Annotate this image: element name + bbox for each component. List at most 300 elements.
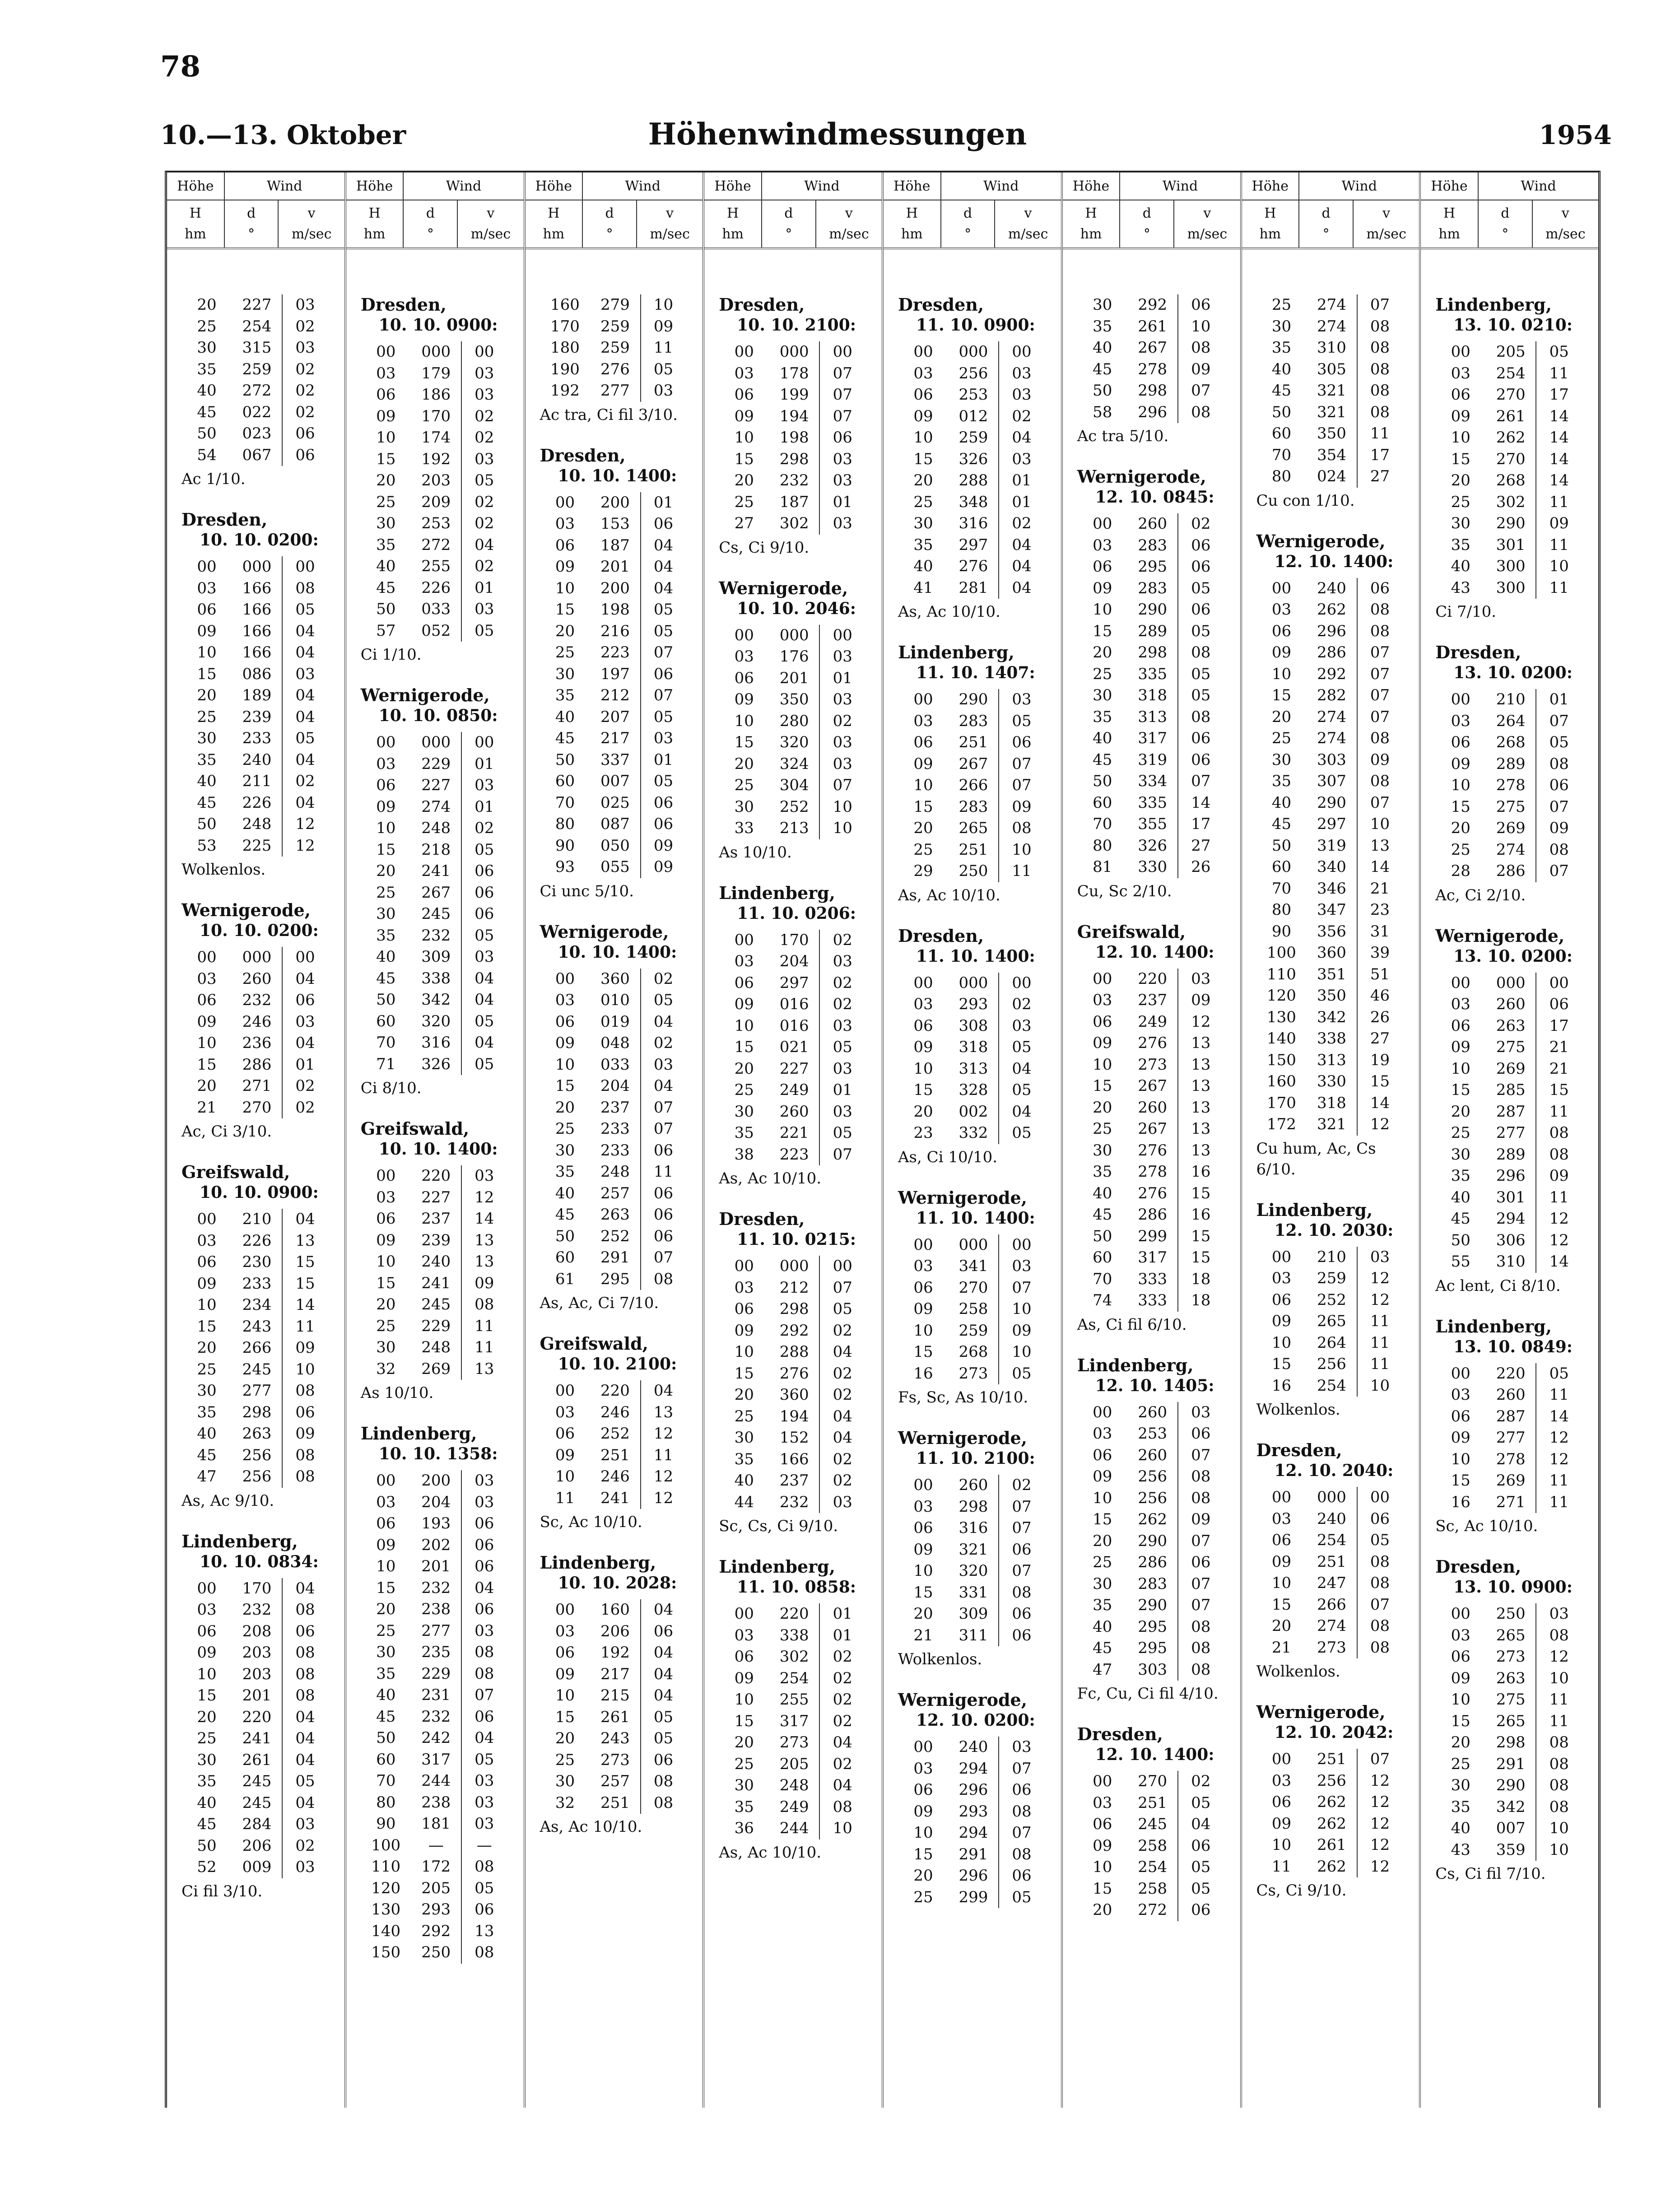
cloud-note: Ci 8/10. — [360, 1079, 422, 1097]
table-row — [1077, 857, 1237, 878]
table-row — [1435, 556, 1595, 577]
height-cell: 09 — [1271, 1814, 1292, 1833]
height-cell: 33 — [734, 819, 754, 837]
direction-cell: 000 — [949, 341, 999, 363]
table-row — [1077, 599, 1237, 621]
direction-cell: 262 — [1307, 1813, 1358, 1835]
direction-cell: 301 — [1486, 535, 1536, 556]
height-cell: 00 — [734, 626, 754, 644]
height-cell: 35 — [376, 536, 396, 554]
height-cell: 140 — [1267, 1029, 1296, 1048]
header-h-hm: H hm — [1421, 200, 1479, 247]
height-cell: 10 — [555, 579, 575, 597]
speed-cell: 09 — [1191, 991, 1211, 1009]
direction-cell: 237 — [1128, 990, 1178, 1011]
height-cell: 06 — [1451, 733, 1470, 751]
direction-cell: 298 — [769, 449, 820, 470]
station-name: Lindenberg, — [898, 642, 1014, 662]
table-row — [181, 316, 341, 338]
height-cell: 00 — [734, 1605, 754, 1623]
speed-cell: 06 — [1370, 1509, 1390, 1528]
direction-cell: 332 — [949, 1122, 999, 1144]
height-cell: 15 — [913, 1583, 933, 1602]
cloud-note: As 10/10. — [719, 843, 792, 862]
cloud-note: Ci 1/10. — [360, 646, 422, 664]
station-block — [361, 1118, 520, 1403]
height-cell: 06 — [555, 1012, 575, 1031]
direction-cell: 229 — [411, 754, 462, 775]
height-cell: 40 — [1271, 793, 1292, 812]
speed-cell: 08 — [1549, 1124, 1569, 1142]
height-cell: 15 — [376, 840, 396, 859]
header-h-hm: H hm — [1242, 200, 1300, 247]
table-row — [181, 947, 341, 969]
speed-cell: 06 — [1012, 1605, 1032, 1623]
height-cell: 15 — [376, 1274, 396, 1292]
table-row — [1077, 294, 1237, 316]
cloud-note: As, Ci 10/10. — [898, 1148, 998, 1166]
table-row — [361, 1513, 520, 1535]
height-cell: 09 — [1451, 1429, 1470, 1447]
table-row — [1077, 578, 1237, 600]
speed-cell: 03 — [833, 952, 852, 970]
speed-cell: 15 — [1549, 1081, 1569, 1099]
speed-cell: 07 — [1549, 797, 1569, 816]
height-cell: 06 — [734, 386, 754, 404]
speed-cell: 08 — [1370, 339, 1390, 357]
speed-cell: 02 — [833, 995, 852, 1013]
height-cell: 09 — [913, 407, 933, 425]
height-cell: 192 — [550, 382, 580, 400]
table-row — [540, 359, 699, 381]
direction-cell: 237 — [769, 1470, 820, 1492]
height-cell: 30 — [734, 1102, 754, 1121]
height-cell: 00 — [1093, 515, 1112, 533]
table-row — [540, 1247, 699, 1269]
direction-cell: 274 — [1307, 294, 1358, 316]
speed-cell: 39 — [1370, 944, 1390, 962]
direction-cell: 260 — [769, 1101, 820, 1123]
height-cell: 15 — [376, 450, 396, 468]
direction-cell: 338 — [411, 968, 462, 990]
table-row — [1435, 1208, 1595, 1230]
height-cell: 00 — [1451, 1605, 1470, 1623]
header-speed: v m/sec — [291, 205, 332, 242]
table-row — [1077, 1574, 1237, 1595]
height-cell: 60 — [1093, 793, 1112, 812]
direction-cell: 265 — [949, 818, 999, 839]
speed-cell: 04 — [653, 558, 674, 576]
speed-cell: 07 — [1549, 712, 1569, 730]
table-row — [1435, 711, 1595, 732]
station-block — [1077, 1355, 1237, 1704]
speed-cell: 06 — [475, 862, 494, 880]
direction-cell: 251 — [591, 1445, 641, 1467]
header-dates: 10.—13. Oktober — [160, 120, 406, 150]
height-cell: 30 — [197, 729, 217, 747]
height-cell: 25 — [734, 1407, 754, 1425]
table-row — [1077, 316, 1237, 338]
height-cell: 00 — [376, 343, 396, 361]
speed-cell: 06 — [1191, 601, 1211, 619]
height-cell: 00 — [1271, 1750, 1292, 1768]
cloud-note: Fs, Sc, As 10/10. — [898, 1388, 1028, 1406]
speed-cell: 10 — [1191, 317, 1211, 335]
station-name: Wernigerode, — [898, 1187, 1027, 1208]
table-row — [1077, 621, 1237, 643]
speed-cell: 06 — [653, 1184, 674, 1202]
height-cell: 09 — [1451, 1038, 1470, 1056]
speed-cell: 08 — [653, 1772, 674, 1790]
speed-cell: 09 — [1370, 750, 1390, 769]
direction-cell: 270 — [949, 1277, 999, 1299]
height-cell: 50 — [197, 815, 217, 833]
table-row — [1435, 1363, 1595, 1385]
height-cell: 09 — [734, 1669, 754, 1687]
direction-cell: 179 — [411, 363, 462, 385]
speed-cell: 08 — [1370, 1638, 1390, 1657]
direction-cell: 166 — [232, 599, 283, 621]
height-cell: 10 — [734, 712, 754, 730]
direction-cell: 258 — [1128, 1835, 1178, 1857]
direction-cell: 270 — [1486, 449, 1536, 470]
height-cell: 06 — [913, 1278, 933, 1297]
direction-cell: 275 — [1486, 1689, 1536, 1711]
height-cell: 03 — [913, 995, 933, 1013]
direction-cell: 331 — [949, 1582, 999, 1604]
height-cell: 40 — [1451, 1819, 1470, 1837]
speed-cell: 06 — [833, 428, 852, 447]
speed-cell: 12 — [1549, 1648, 1569, 1666]
direction-cell: 233 — [591, 1118, 641, 1140]
height-cell: 50 — [1271, 836, 1292, 855]
table-row — [1077, 1445, 1237, 1467]
station-block — [1077, 294, 1237, 447]
header-h-hm: H hm — [346, 200, 404, 247]
height-cell: 06 — [913, 1519, 933, 1537]
direction-cell: 265 — [1486, 1625, 1536, 1647]
direction-cell: 186 — [411, 384, 462, 406]
direction-cell: 270 — [1128, 1771, 1178, 1793]
direction-cell: 300 — [1486, 577, 1536, 599]
speed-cell: 02 — [833, 1364, 852, 1383]
speed-cell: 07 — [1012, 1497, 1032, 1516]
speed-cell: 13 — [1191, 1034, 1211, 1052]
speed-cell: 06 — [653, 665, 674, 683]
speed-cell: 11 — [1549, 1102, 1569, 1121]
speed-cell: 07 — [653, 1120, 674, 1138]
height-cell: 30 — [376, 514, 396, 532]
measurement-datetime: 11. 10. 2100: — [916, 1449, 1035, 1468]
direction-cell: 321 — [1307, 1114, 1358, 1136]
speed-cell: 12 — [1191, 1012, 1211, 1031]
height-cell: 160 — [550, 296, 580, 314]
speed-cell: 09 — [653, 836, 674, 855]
table-row — [1435, 406, 1595, 428]
speed-cell: 05 — [653, 772, 674, 790]
height-cell: 25 — [1451, 1124, 1470, 1142]
table-row — [181, 707, 341, 728]
speed-cell: 10 — [833, 1819, 852, 1837]
direction-cell: 220 — [1486, 1363, 1536, 1385]
speed-cell: 06 — [1191, 750, 1211, 769]
direction-cell: 273 — [1128, 1054, 1178, 1076]
speed-cell: 12 — [1549, 1429, 1569, 1447]
speed-cell: 02 — [475, 514, 494, 532]
station-name: Greifswald, — [181, 1162, 290, 1182]
speed-cell: 01 — [653, 750, 674, 769]
direction-cell: 290 — [1486, 513, 1536, 535]
speed-cell: 08 — [1191, 1660, 1211, 1679]
table-row — [1077, 1509, 1237, 1531]
height-cell: 06 — [1093, 1012, 1112, 1031]
speed-cell: 03 — [833, 1059, 852, 1078]
station-name: Wernigerode, — [1435, 925, 1565, 946]
height-cell: 44 — [734, 1493, 754, 1511]
direction-cell: 246 — [232, 1011, 283, 1033]
station-name: Dresden, — [1077, 1724, 1163, 1744]
height-cell: 20 — [197, 1708, 217, 1726]
height-cell: 45 — [376, 969, 396, 987]
table-row — [1256, 1487, 1416, 1509]
height-cell: 09 — [1093, 1034, 1112, 1052]
height-cell: 35 — [376, 926, 396, 945]
direction-cell: 264 — [1307, 1332, 1358, 1354]
direction-cell: 276 — [591, 359, 641, 381]
direction-cell: 296 — [1486, 1165, 1536, 1187]
station-block — [898, 1690, 1057, 1908]
direction-cell: 285 — [1486, 1080, 1536, 1101]
height-cell: 03 — [1451, 712, 1470, 730]
speed-cell: 04 — [295, 1708, 315, 1726]
table-row — [361, 839, 520, 861]
direction-cell: 273 — [1307, 1637, 1358, 1659]
direction-cell: 193 — [411, 1513, 462, 1535]
speed-cell: 12 — [1370, 1269, 1390, 1287]
height-cell: 10 — [734, 1690, 754, 1709]
speed-cell: 15 — [295, 1274, 315, 1293]
table-row — [1435, 1058, 1595, 1080]
measurement-datetime: 11. 10. 1400: — [916, 1208, 1035, 1228]
height-cell: 03 — [1451, 995, 1470, 1013]
direction-cell: 354 — [1307, 445, 1358, 466]
cloud-note: As 10/10. — [360, 1384, 434, 1402]
height-cell: 80 — [555, 815, 575, 833]
speed-cell: 08 — [1370, 382, 1390, 400]
table-row — [719, 754, 878, 775]
speed-cell: 08 — [1370, 403, 1390, 421]
direction-cell: 286 — [1128, 1552, 1178, 1574]
speed-cell: 06 — [1549, 995, 1569, 1013]
height-cell: 03 — [734, 952, 754, 970]
station-block — [361, 1423, 520, 1964]
direction-cell: 238 — [411, 1599, 462, 1621]
direction-cell: 298 — [1128, 642, 1178, 664]
speed-cell: 06 — [1191, 1425, 1211, 1443]
table-row — [898, 1496, 1057, 1518]
direction-cell: 313 — [1307, 1050, 1358, 1071]
height-cell: 25 — [1271, 729, 1292, 747]
speed-cell: 03 — [833, 1016, 852, 1035]
table-row — [719, 1711, 878, 1732]
column-body — [1063, 249, 1240, 1921]
speed-cell: 02 — [475, 557, 494, 575]
table-row — [1435, 513, 1595, 535]
height-cell: 00 — [913, 1476, 933, 1494]
table-row — [898, 1822, 1057, 1844]
table-row — [1256, 1050, 1416, 1071]
table-row — [540, 556, 699, 578]
height-cell: 03 — [197, 579, 217, 597]
table-row — [719, 775, 878, 796]
speed-cell: 08 — [1370, 772, 1390, 790]
direction-cell: 244 — [411, 1770, 462, 1792]
speed-cell: 09 — [1549, 819, 1569, 837]
speed-cell: 03 — [833, 471, 852, 489]
speed-cell: 06 — [475, 1707, 494, 1726]
speed-cell: 05 — [1012, 1081, 1032, 1099]
table-row — [1435, 492, 1595, 513]
direction-cell: 292 — [769, 1320, 820, 1342]
height-cell: 00 — [555, 1601, 575, 1619]
table-row — [540, 814, 699, 835]
height-cell: 15 — [197, 665, 217, 683]
table-row — [898, 1363, 1057, 1385]
direction-cell: 194 — [769, 1406, 820, 1428]
direction-cell: 160 — [591, 1599, 641, 1621]
height-cell: 00 — [913, 1738, 933, 1756]
speed-cell: 05 — [475, 926, 494, 945]
speed-cell: 06 — [475, 905, 494, 923]
speed-cell: 11 — [1549, 1493, 1569, 1511]
direction-cell: 256 — [1128, 1488, 1178, 1509]
speed-cell: 06 — [1191, 1901, 1211, 1919]
height-cell: 06 — [376, 1514, 396, 1532]
direction-cell: 272 — [232, 380, 283, 402]
height-cell: 15 — [1093, 1510, 1112, 1528]
direction-cell: 265 — [1486, 1711, 1536, 1732]
table-row — [719, 1363, 878, 1385]
direction-cell: 283 — [949, 796, 999, 818]
table-row — [1256, 380, 1416, 402]
direction-cell: 251 — [1307, 1749, 1358, 1770]
table-row — [898, 796, 1057, 818]
speed-cell: 06 — [653, 1206, 674, 1224]
speed-cell: 03 — [833, 1493, 852, 1511]
column-header — [346, 172, 524, 249]
table-row — [181, 1466, 341, 1488]
speed-cell: 11 — [1549, 1712, 1569, 1730]
measurement-datetime: 10. 10. 2028: — [558, 1574, 677, 1593]
table-row — [1256, 445, 1416, 466]
station-block — [719, 1209, 878, 1537]
speed-cell: 06 — [1012, 1626, 1032, 1644]
direction-cell: 248 — [591, 1161, 641, 1183]
station-block — [181, 294, 341, 489]
direction-cell: 319 — [1128, 750, 1178, 771]
direction-cell: 267 — [411, 882, 462, 904]
speed-cell: 26 — [1370, 1008, 1390, 1026]
height-cell: 90 — [376, 1815, 396, 1833]
direction-cell: 274 — [1307, 728, 1358, 750]
direction-cell: 277 — [1486, 1122, 1536, 1144]
table-row — [1256, 921, 1416, 943]
table-row — [181, 1728, 341, 1750]
direction-cell: 009 — [232, 1857, 283, 1878]
table-row — [719, 427, 878, 449]
speed-cell: 06 — [1012, 1867, 1032, 1885]
table-row — [181, 728, 341, 750]
table-row — [719, 1754, 878, 1775]
table-row — [181, 771, 341, 792]
speed-cell: 07 — [1191, 772, 1211, 790]
table-row — [361, 427, 520, 449]
table-row — [719, 1122, 878, 1144]
speed-cell: 08 — [1549, 1798, 1569, 1816]
speed-cell: 14 — [1370, 1094, 1390, 1112]
speed-cell: 51 — [1370, 965, 1390, 983]
table-row — [719, 1470, 878, 1492]
speed-cell: 12 — [653, 1425, 674, 1443]
table-row — [361, 1663, 520, 1685]
height-cell: 25 — [734, 1755, 754, 1773]
table-row — [1435, 1689, 1595, 1711]
height-cell: 25 — [734, 493, 754, 511]
speed-cell: 06 — [475, 1557, 494, 1575]
table-row — [361, 946, 520, 968]
height-cell: 15 — [913, 1343, 933, 1361]
speed-cell: 08 — [1012, 1583, 1032, 1602]
speed-cell: 02 — [295, 403, 315, 421]
table-row — [181, 380, 341, 402]
direction-cell: 201 — [591, 556, 641, 578]
direction-cell: 340 — [1307, 857, 1358, 878]
direction-cell: 271 — [1486, 1492, 1536, 1513]
table-row — [719, 646, 878, 668]
direction-cell: 048 — [591, 1033, 641, 1054]
table-row — [1077, 380, 1237, 402]
direction-cell: 269 — [1486, 1470, 1536, 1492]
header-speed: v m/sec — [1187, 205, 1228, 242]
height-cell: 50 — [1451, 1231, 1470, 1249]
speed-cell: 05 — [1191, 686, 1211, 704]
speed-cell: 05 — [295, 1772, 315, 1790]
speed-cell: 07 — [1191, 1446, 1211, 1464]
header-speed: v m/sec — [650, 205, 690, 242]
height-cell: 25 — [376, 493, 396, 511]
speed-cell: 06 — [1191, 536, 1211, 554]
speed-cell: 06 — [653, 1751, 674, 1769]
speed-cell: 10 — [1549, 1840, 1569, 1859]
station-name: Lindenberg, — [360, 1423, 477, 1444]
speed-cell: 05 — [1012, 712, 1032, 730]
table-row — [1256, 899, 1416, 921]
direction-cell: 251 — [1128, 1793, 1178, 1814]
speed-cell: 11 — [1549, 1690, 1569, 1709]
speed-cell: 12 — [653, 1489, 674, 1507]
height-cell: 80 — [376, 1793, 396, 1812]
height-cell: 09 — [1093, 1467, 1112, 1486]
speed-cell: 15 — [1191, 1184, 1211, 1202]
height-cell: 00 — [376, 1472, 396, 1490]
height-cell: 00 — [197, 558, 217, 576]
station-block — [181, 1531, 341, 1902]
direction-cell: 254 — [1486, 363, 1536, 385]
height-cell: 74 — [1093, 1291, 1112, 1309]
direction-cell: 286 — [1128, 1204, 1178, 1226]
table-row — [361, 1706, 520, 1728]
height-cell: 30 — [1093, 1574, 1112, 1593]
